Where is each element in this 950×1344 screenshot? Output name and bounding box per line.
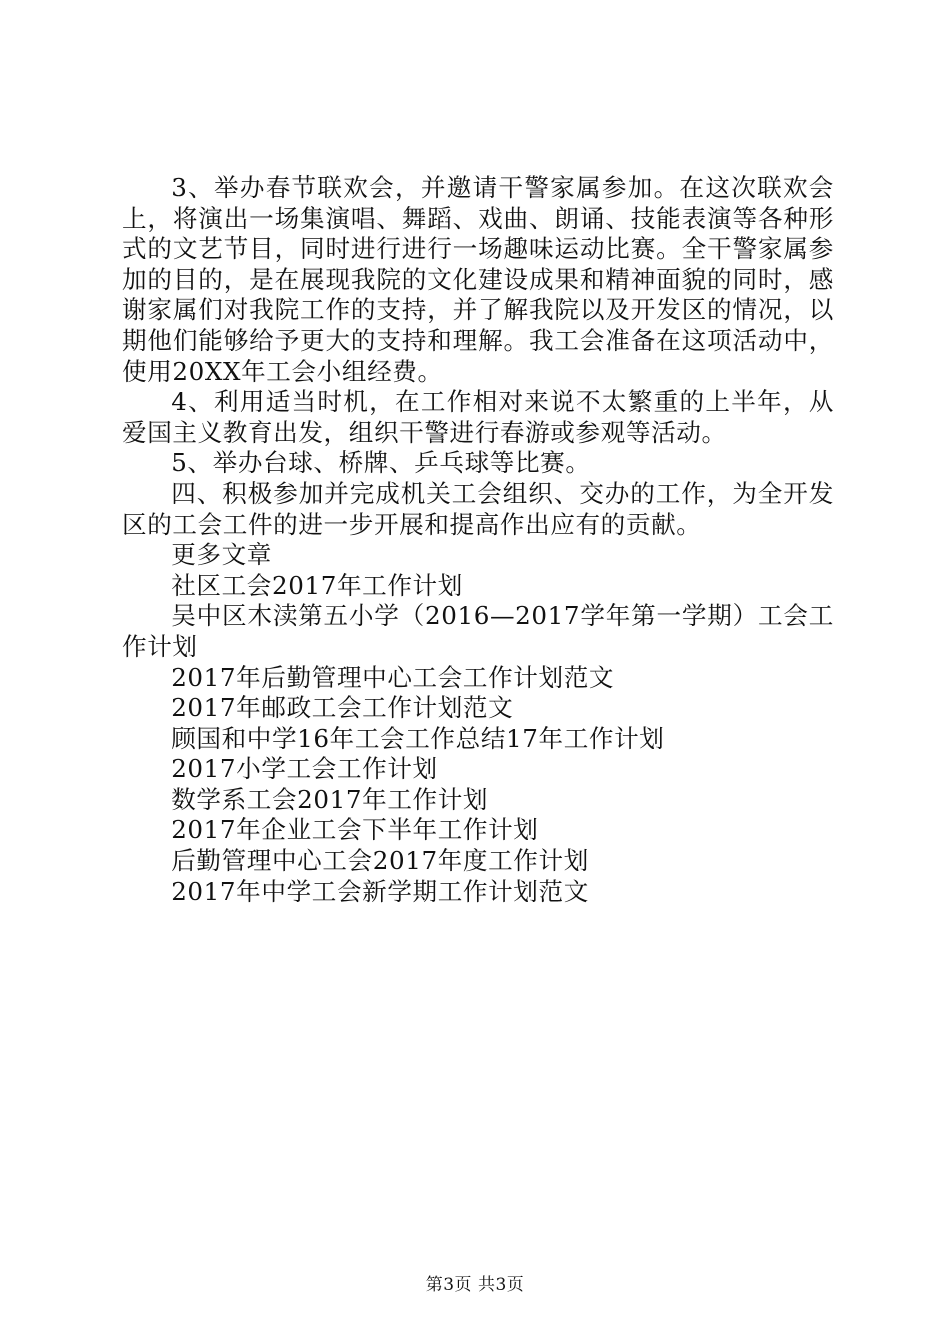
more-article-link[interactable]: 社区工会2017年工作计划 [171,570,463,600]
page-number-footer: 第3页 共3页 [425,1275,525,1295]
more-article-link[interactable]: 2017小学工会工作计划 [171,754,438,784]
paragraph-item-4: 4、利用适当时机，在工作相对来说不太繁重的上半年，从爱国主义教育出发，组织干警进行春游或参观等活动。 [122,387,834,447]
more-article-link[interactable]: 吴中区木渎第五小学（2016—2017学年第一学期）工会工作计划 [122,601,834,661]
more-article-link[interactable]: 顾国和中学16年工会工作总结17年工作计划 [171,723,665,753]
paragraph-section-4: 四、积极参加并完成机关工会组织、交办的工作，为全开发区的工会工件的进一步开展和提高作出应有的贡献。 [122,478,834,539]
more-articles-heading: 更多文章 [171,540,272,570]
more-article-link[interactable]: 2017年中学工会新学期工作计划范文 [171,876,589,906]
more-article-link[interactable]: 2017年后勤管理中心工会工作计划范文 [171,662,615,692]
more-article-link[interactable]: 数学系工会2017年工作计划 [171,784,489,814]
paragraph-item-3: 3、举办春节联欢会，并邀请干警家属参加。在这次联欢会上，将演出一场集演唱、舞蹈、戏曲、朗诵、技能表演等各种形式的文艺节目，同时进行进行一场趣味运动比赛。全干警家属参加的目的，是在展现我院的文化建设成果和精神面貌的同时，感谢家属们对我院工作的支持，并了解我院以及开发区的情况，以期他们能够给予更大的支持和理解。我工会准备在这项活动中，使用20XX年工会小组经费。 [122,173,834,386]
more-article-link[interactable]: 2017年企业工会下半年工作计划 [171,815,539,845]
paragraph-item-5: 5、举办台球、桥牌、乒乓球等比赛。 [171,448,591,478]
more-article-link[interactable]: 2017年邮政工会工作计划范文 [171,693,514,723]
more-article-link[interactable]: 后勤管理中心工会2017年度工作计划 [171,846,589,876]
document-body [122,173,834,907]
